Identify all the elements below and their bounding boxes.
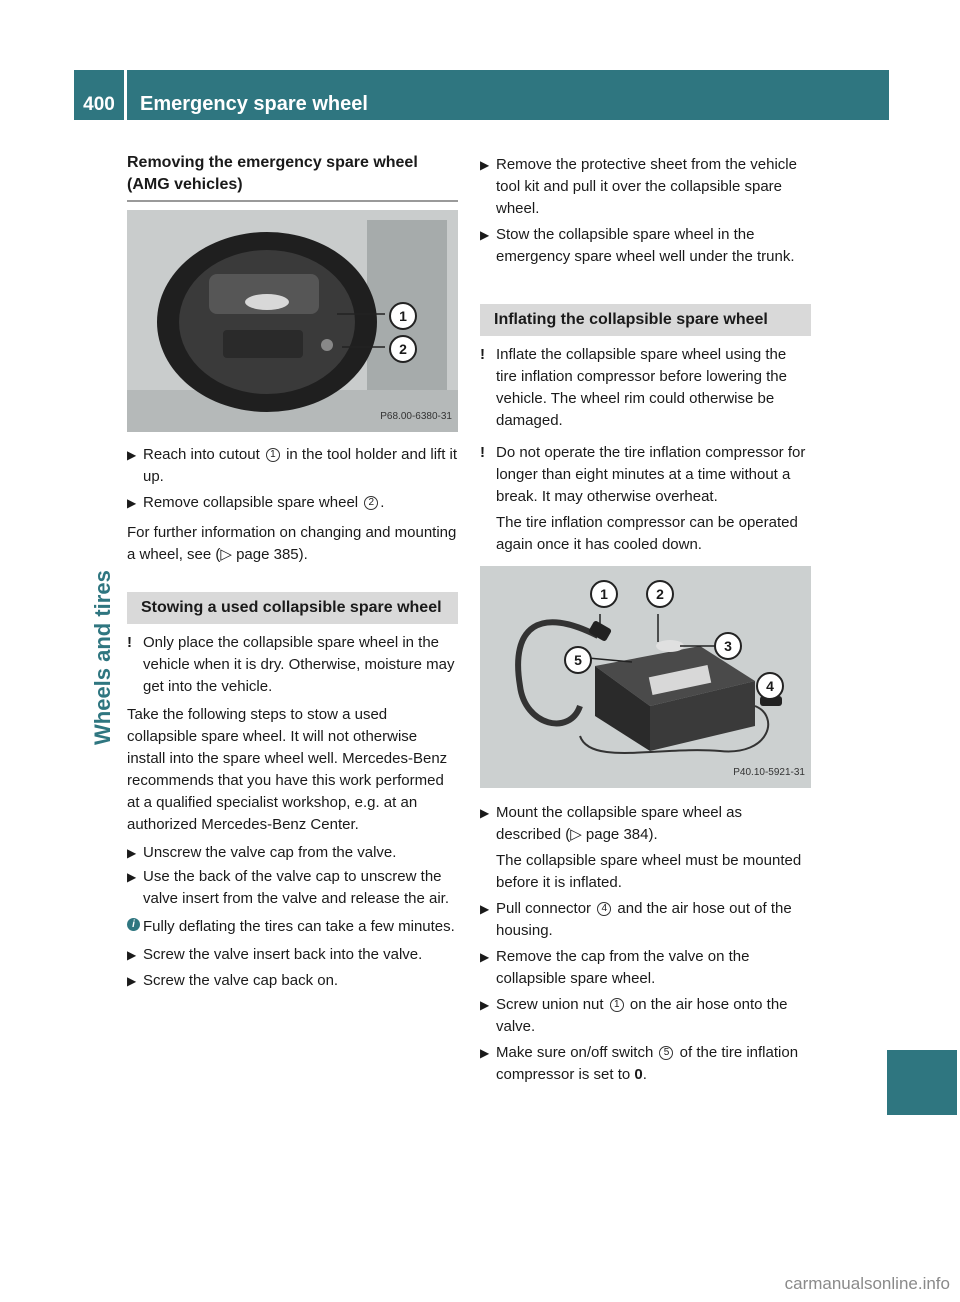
step-text: Remove the protective sheet from the vehicle tool kit and pull it over the collapsible spare wheel. [496,156,797,217]
step-text: and the air hose out of the housing. [496,900,792,939]
callout-ref: 2 [364,496,378,510]
triangle-right-icon: ▶ [127,448,137,462]
triangle-right-icon: ▶ [127,948,137,962]
info-icon: i [127,918,140,931]
exclamation-icon: ! [480,444,485,461]
step-text: . [380,494,385,511]
step-remove-cap [480,946,811,990]
switch-value: 0 [634,1066,643,1083]
triangle-right-icon: ▶ [127,846,137,860]
step-remove-sheet [480,154,811,220]
step-text: Make sure on/off switch [496,1044,658,1061]
callout-ref: 4 [597,902,611,916]
note-inflate [480,344,811,432]
step-text: Unscrew the valve cap from the valve. [143,844,397,861]
note-operate-cont: The tire inflation compressor can be operated again once it has cooled down. [496,514,798,553]
triangle-right-icon: ▶ [480,158,490,172]
triangle-right-icon: ▶ [480,902,490,916]
step-stow [480,224,811,268]
step-text: Reach into cutout [143,446,264,463]
callout-2: 2 [646,580,674,608]
step-pull-connector [480,898,811,942]
note-text: Do not operate the tire inflation compressor for longer than eight minutes at a time without a break. It may otherwise overheat. [496,444,806,505]
note-operate [480,442,811,508]
triangle-right-icon: ▶ [480,998,490,1012]
step-text: Remove collapsible spare wheel [143,494,363,511]
triangle-right-icon: ▶ [480,950,490,964]
exclamation-icon: ! [480,346,485,363]
steps-removing [127,444,458,566]
step-text: Stow the collapsible spare wheel in the emergency spare wheel well under the trunk. [496,226,795,265]
step-text: Remove the cap from the valve on the collapsible spare wheel. [496,948,750,987]
exclamation-icon: ! [127,634,132,651]
page-number: 400 [83,94,115,115]
watermark: carmanualsonline.info [784,1274,950,1293]
step-text: of the tire inflation compressor is set to [496,1044,799,1083]
step-text: Screw the valve insert back into the valve. [143,946,423,963]
step-mount [480,802,811,846]
side-tab-label: Wheels and tires [90,570,115,745]
triangle-right-icon: ▶ [480,806,490,820]
callout-5: 5 [564,646,592,674]
info-text: Fully deflating the tires can take a few minutes. [143,918,455,935]
note-dry [127,632,458,698]
side-tab-box [887,1050,957,1115]
callout-1: 1 [389,302,417,330]
step-text: Pull connector [496,900,596,917]
callout-ref: 1 [610,998,624,1012]
callout-2: 2 [389,335,417,363]
step-text: . [642,1066,647,1083]
figure-spare-wheel-well [127,210,458,432]
heading-removing: Removing the emergency spare wheel (AMG vehicles) [127,154,418,193]
right-column [480,154,811,1086]
step-unscrew-cap [127,842,458,864]
callout-3: 3 [714,632,742,660]
left-column [127,152,458,992]
step-mount-cont: The collapsible spare wheel must be mounted before it is inflated. [496,852,802,891]
step-screw-union [480,994,811,1038]
heading-stowing: Stowing a used collapsible spare wheel [127,592,458,624]
step-text: Use the back of the valve cap to unscrew the valve insert from the valve and release the air. [143,868,449,907]
step-reach-cutout [127,444,458,488]
step-switch [480,1042,811,1086]
callout-1: 1 [590,580,618,608]
header-divider [124,70,127,120]
triangle-right-icon: ▶ [127,974,137,988]
step-text: on the air hose onto the valve. [496,996,788,1035]
triangle-right-icon: ▶ [480,1046,490,1060]
step-screw-insert [127,944,458,966]
step-use-back [127,866,458,910]
info-deflating [127,916,458,938]
callout-4: 4 [756,672,784,700]
para-further-info: For further information on changing and mounting a wheel, see (▷ page 385). [127,524,457,563]
heading-rule [127,200,458,202]
triangle-right-icon: ▶ [127,496,137,510]
step-screw-cap [127,970,458,992]
callout-ref: 1 [266,448,280,462]
step-text: Screw union nut [496,996,608,1013]
figure-compressor [480,566,811,788]
step-remove-wheel [127,492,458,514]
note-text: Only place the collapsible spare wheel in the vehicle when it is dry. Otherwise, moisture may get into the vehicle. [143,634,455,695]
step-text: Screw the valve cap back on. [143,972,339,989]
figure-code: P40.10-5921-31 [733,767,805,778]
para-stow-steps: Take the following steps to stow a used collapsible spare wheel. It will not otherwise install into the spare wheel well. Mercedes-Benz recommends that you have this work performed at a qualified specialist workshop, e.g. at an authorized Mercedes-Benz Center. [127,706,448,833]
triangle-right-icon: ▶ [480,228,490,242]
figure-code: P68.00-6380-31 [380,411,452,422]
callout-ref: 5 [659,1046,673,1060]
step-text: Mount the collapsible spare wheel as described (▷ page 384). [496,804,742,843]
step-text: in the tool holder and lift it up. [143,446,458,485]
section-title: Emergency spare wheel [140,93,368,115]
note-text: Inflate the collapsible spare wheel using the tire inflation compressor before lowering the vehicle. The wheel rim could otherwise be damaged. [496,346,787,429]
triangle-right-icon: ▶ [127,870,137,884]
heading-inflating: Inflating the collapsible spare wheel [480,304,811,336]
